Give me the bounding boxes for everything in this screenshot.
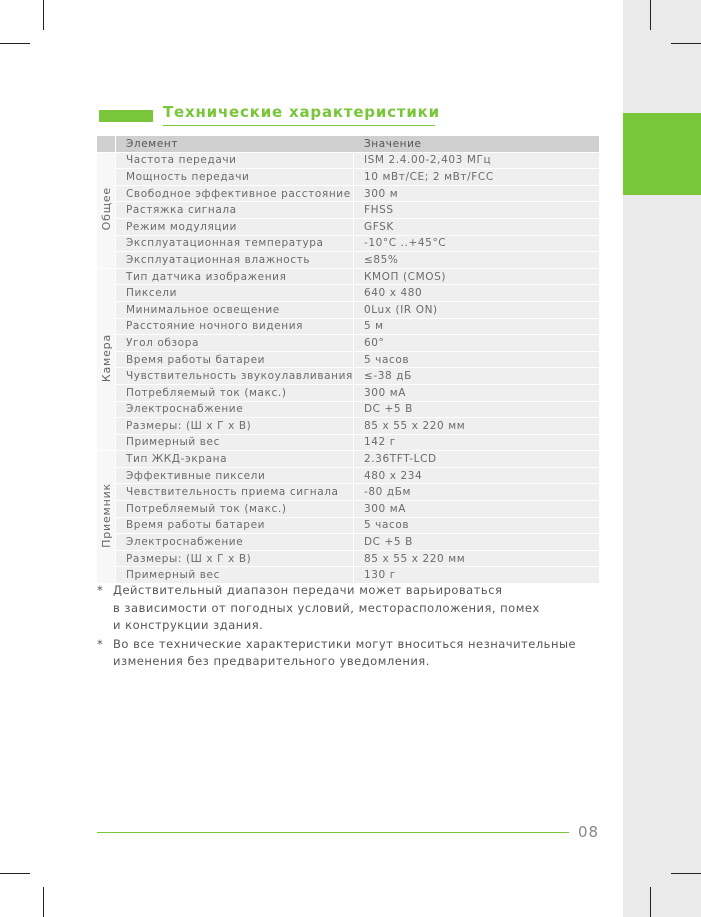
- table-row: [97, 385, 599, 402]
- table-row: [97, 252, 599, 269]
- page-title: Технические характеристики: [163, 103, 440, 121]
- footnote-line: в зависимости от погодных условий, месторасположения, помех: [113, 600, 540, 615]
- spec-value-cell: DC +5 В: [354, 402, 599, 419]
- page-number: 08: [578, 823, 600, 841]
- spec-name-cell: Эффективные пиксели: [116, 468, 354, 485]
- crop-mark: [0, 43, 30, 44]
- crop-mark: [0, 873, 30, 874]
- spec-name-cell: Примерный вес: [116, 567, 354, 584]
- spec-value-cell: 5 часов: [354, 518, 599, 535]
- spec-name-cell: Частота передачи: [116, 153, 354, 170]
- table-header-row: [97, 136, 599, 153]
- spec-value-cell: 10 мВт/CE; 2 мВт/FCC: [354, 169, 599, 186]
- table-row: [97, 202, 599, 219]
- spec-value-cell: -80 дБм: [354, 484, 599, 501]
- table-row: [97, 551, 599, 568]
- footnote-line: изменения без предварительного уведомления.: [113, 654, 430, 668]
- spec-name-cell: Расстояние ночного видения: [116, 319, 354, 336]
- crop-mark: [650, 887, 651, 917]
- footnote-marker: *: [97, 636, 104, 651]
- footnote-line: Действительный диапазон передачи может варьироваться: [113, 583, 503, 597]
- spec-value-cell: GFSK: [354, 219, 599, 236]
- table-row: [97, 534, 599, 551]
- table-row: [97, 285, 599, 302]
- table-row: [97, 302, 599, 319]
- table-row: [97, 219, 599, 236]
- footnote-marker: *: [97, 583, 104, 597]
- table-row: [97, 501, 599, 518]
- table-row: [97, 319, 599, 336]
- table-row: [97, 402, 599, 419]
- table-row: [97, 451, 599, 468]
- spec-name-cell: Мощность передачи: [116, 169, 354, 186]
- footnote: [97, 636, 597, 671]
- spec-value-cell: FHSS: [354, 202, 599, 219]
- footnote: [97, 582, 597, 635]
- spec-value-cell: 5 м: [354, 319, 599, 336]
- spec-name-cell: Время работы батареи: [116, 352, 354, 369]
- spec-name-cell: Угол обзора: [116, 335, 354, 352]
- spec-value-cell: ISM 2.4.00-2,403 МГц: [354, 153, 599, 170]
- crop-mark: [671, 43, 701, 44]
- spec-value-cell: 640 x 480: [354, 285, 599, 302]
- spec-value-cell: КМОП (CMOS): [354, 269, 599, 286]
- header-element: Элемент: [116, 136, 354, 153]
- spec-name-cell: Тип датчика изображения: [116, 269, 354, 286]
- table-row: [97, 269, 599, 286]
- spec-table: [97, 136, 599, 584]
- spec-value-cell: 5 часов: [354, 352, 599, 369]
- footnote-line: Во все технические характеристики могут вноситься незначительные: [113, 636, 577, 651]
- table-row: [97, 484, 599, 501]
- spec-name-cell: Размеры: (Ш х Г х В): [116, 551, 354, 568]
- spec-name-cell: Электроснабжение: [116, 534, 354, 551]
- spec-name-cell: Потребляемый ток (макс.): [116, 385, 354, 402]
- spec-value-cell: 130 г: [354, 567, 599, 584]
- spec-name-cell: Примерный вес: [116, 435, 354, 452]
- header-corner-cell: [97, 136, 116, 153]
- spec-name-cell: Потребляемый ток (макс.): [116, 501, 354, 518]
- group-label: Приемник: [99, 483, 113, 549]
- table-row: [97, 435, 599, 452]
- table-row: [97, 153, 599, 170]
- spec-value-cell: 85 х 55 х 220 мм: [354, 551, 599, 568]
- footnotes: [97, 582, 597, 672]
- group-cell: [97, 451, 116, 584]
- footnote-line: и конструкции здания.: [113, 618, 264, 632]
- title-underline: [163, 125, 435, 126]
- spec-name-cell: Электроснабжение: [116, 402, 354, 419]
- spec-name-cell: Размеры: (Ш х Г х В): [116, 418, 354, 435]
- spec-name-cell: Чувствительность звукоулавливания: [116, 368, 354, 385]
- spec-name-cell: Чевствительность приема сигнала: [116, 484, 354, 501]
- table-row: [97, 169, 599, 186]
- spec-value-cell: 300 мА: [354, 501, 599, 518]
- spec-name-cell: Свободное эффективное расстояние: [116, 186, 354, 203]
- spec-name-cell: Минимальное освещение: [116, 302, 354, 319]
- crop-mark: [671, 873, 701, 874]
- spec-name-cell: Время работы батареи: [116, 518, 354, 535]
- table-row: [97, 352, 599, 369]
- spec-value-cell: 480 х 234: [354, 468, 599, 485]
- group-cell: [97, 153, 116, 269]
- table-row: [97, 418, 599, 435]
- group-cell: [97, 269, 116, 452]
- spec-name-cell: Эксплуатационная влажность: [116, 252, 354, 269]
- table-row: [97, 186, 599, 203]
- table-row: [97, 236, 599, 253]
- table-row: [97, 368, 599, 385]
- spec-value-cell: -10°C ..+45°C: [354, 236, 599, 253]
- group-label: Общее: [99, 187, 113, 231]
- spec-value-cell: 300 м: [354, 186, 599, 203]
- spec-name-cell: Режим модуляции: [116, 219, 354, 236]
- crop-mark: [43, 887, 44, 917]
- spec-name-cell: Пиксели: [116, 285, 354, 302]
- spec-value-cell: 142 г: [354, 435, 599, 452]
- spec-value-cell: 60°: [354, 335, 599, 352]
- crop-mark: [43, 0, 44, 30]
- crop-mark: [650, 0, 651, 30]
- title-accent-bar: [99, 110, 153, 122]
- spec-name-cell: Тип ЖКД-экрана: [116, 451, 354, 468]
- spec-table-body: [97, 153, 599, 584]
- header-value: Значение: [354, 136, 599, 153]
- spec-value-cell: ≤85%: [354, 252, 599, 269]
- table-row: [97, 335, 599, 352]
- spec-name-cell: Растяжка сигнала: [116, 202, 354, 219]
- group-label: Камера: [99, 333, 113, 383]
- spec-value-cell: ≤-38 дБ: [354, 368, 599, 385]
- spec-name-cell: Эксплуатационная температура: [116, 236, 354, 253]
- spec-value-cell: 0Lux (IR ON): [354, 302, 599, 319]
- section-tab-marker: [623, 113, 701, 195]
- spec-value-cell: 2.36TFT-LCD: [354, 451, 599, 468]
- table-row: [97, 518, 599, 535]
- footer-rule: [97, 832, 569, 833]
- spec-value-cell: DC +5 В: [354, 534, 599, 551]
- table-row: [97, 468, 599, 485]
- spec-value-cell: 300 мА: [354, 385, 599, 402]
- spec-value-cell: 85 х 55 х 220 мм: [354, 418, 599, 435]
